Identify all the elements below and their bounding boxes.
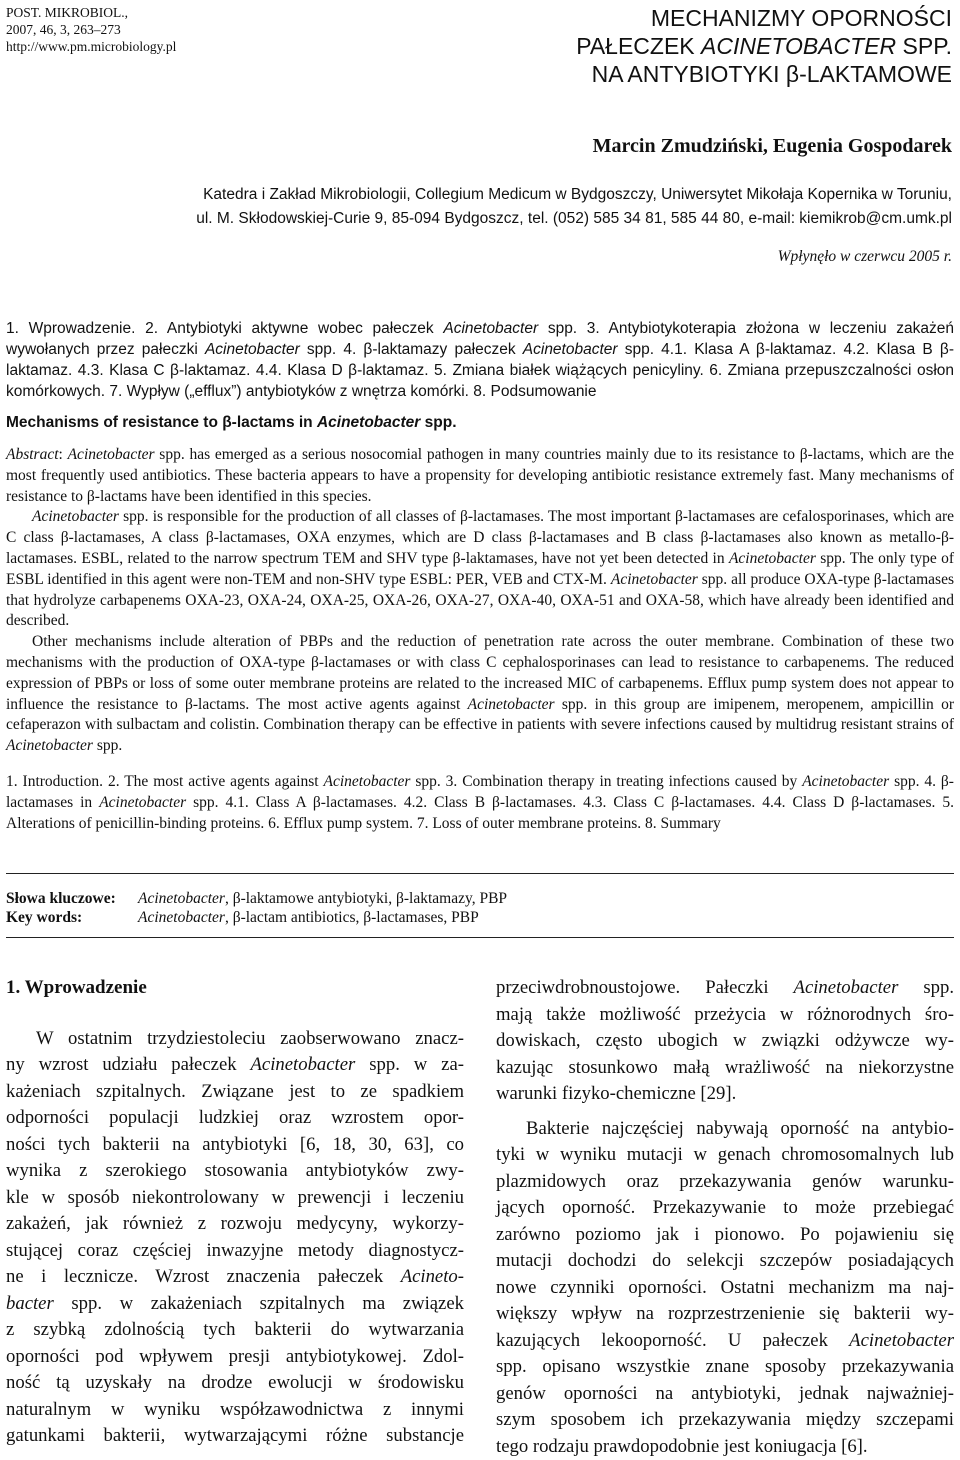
- text-span: spp. w za-: [355, 1054, 464, 1075]
- title-line-2: [576, 32, 952, 60]
- text-line: [496, 1028, 954, 1055]
- text-span: oporności pod wpływem presji antybiotykowej. Zdol-: [6, 1344, 464, 1371]
- abstract-text: spp.: [93, 737, 122, 754]
- genus-name: bacter: [6, 1293, 54, 1314]
- text-line: [6, 1423, 464, 1450]
- text-line: [496, 1142, 954, 1169]
- text-line: [6, 1185, 464, 1212]
- toc-text: spp. 4. β-lactamases in: [6, 773, 954, 811]
- text-line: [496, 1116, 954, 1143]
- text-span: [6, 1052, 464, 1079]
- title-line-1: MECHANIZMY OPORNOŚCI: [576, 4, 952, 32]
- abstract-genus: Acinetobacter: [468, 696, 555, 713]
- keywords-polish: [6, 889, 507, 908]
- paragraph-gap: [496, 1108, 954, 1116]
- english-title: [6, 414, 457, 432]
- keywords-text: , β-laktamowe antybiotyki, β-laktamazy, PBP: [225, 890, 507, 907]
- title-line-3: NA ANTYBIOTYKI β-LAKTAMOWE: [576, 60, 952, 88]
- toc-english: [6, 771, 954, 834]
- received-date: Wpłynęło w czerwcu 2005 r.: [778, 248, 952, 266]
- text-span: mutacji dochodzi do selekcji szczepów posiadających: [496, 1248, 954, 1275]
- text-line: [496, 1002, 954, 1029]
- genus-name: Acinetobacter: [794, 977, 899, 998]
- text-line: [496, 1328, 954, 1355]
- affiliation-line-1: Katedra i Zakład Mikrobiologii, Collegium Medicum w Bydgoszczy, Uniwersytet Mikołaja Kopernika w Toruniu,: [150, 183, 952, 207]
- text-line: [6, 1238, 464, 1265]
- toc-text: spp. 3. Antybiotykoterapia złożona w leczeniu zakażeń wywołanych przez pałeczki: [6, 320, 954, 358]
- toc-genus: Acinetobacter: [205, 341, 300, 358]
- text-span: [496, 1328, 954, 1355]
- text-line: [496, 1169, 954, 1196]
- journal-volume: 2007, 46, 3, 263–273: [6, 21, 176, 38]
- abstract-text: spp. is responsible for the production of all classes of β-lactamases. The most important β-lactamases are cefalosporinases, which are C class β-lactamases, A class β-lactamases, OXA enzymes, which are D class β-lactamases and B class β-lactamases also known as metallo-β-lactamases. ESBL, related to the narrow spectrum TEM and SHV type β-laktamases, have not yet been detected in: [6, 508, 954, 567]
- abstract-text: spp. The only type of ESBL identified in this agent were non-TEM and non-SHV type ESBL: PER, VEB and CTX-M.: [6, 550, 954, 588]
- text-span: mają także możliwość przeżycia w różnorodnych śro-: [496, 1002, 954, 1029]
- text-line: [6, 1370, 464, 1397]
- text-span: nowe czynniki oporności. Ostatni mechanizm ma naj-: [496, 1275, 954, 1302]
- divider: [6, 937, 954, 938]
- toc-text: spp. 4. β-laktamazy pałeczek: [300, 341, 523, 358]
- keywords-label: Key words:: [6, 908, 138, 927]
- title-text: PAŁECZEK: [576, 33, 701, 59]
- keywords-block: [6, 889, 507, 927]
- text-span: ne i lecznicze. Wzrost znaczenia pałeczek: [6, 1266, 401, 1287]
- text-span: odporności populacji ludzkiej oraz wzrostem opor-: [6, 1105, 464, 1132]
- text-span: zarówno poziomo jak i pionowo. Po pojawieniu się: [496, 1222, 954, 1249]
- affiliation: [150, 183, 952, 231]
- keywords-label: Słowa kluczowe:: [6, 889, 138, 908]
- toc-genus: Acinetobacter: [99, 794, 186, 811]
- text-span: [496, 975, 954, 1002]
- text-line: [496, 1275, 954, 1302]
- keywords-text: , β-lactam antibiotics, β-lactamases, PBP: [225, 909, 479, 926]
- text-line: [6, 1158, 464, 1185]
- text-line: [496, 1434, 954, 1460]
- abstract-text: Other mechanisms include alteration of PBPs and the reduction of penetration rate across the outer membrane. Combination of these two mechanisms with the production of OXA-type β-lactamases or with class C cephalosporinases can lead to resistance to carbapenems. The reduced expression of PBPs or loss of some outer membrane proteins are related to the increased MIC of carbapenems. Efflux pump system does not appear to influence the resistance to β-lactams. The most active agents against: [6, 633, 954, 712]
- toc-genus: Acinetobacter: [443, 320, 538, 337]
- text-span: Bakterie najczęściej nabywają oporność na antybio-: [526, 1116, 954, 1143]
- text-span: ny wzrost udziału pałeczek: [6, 1054, 251, 1075]
- text-line: [496, 1222, 954, 1249]
- text-line: [6, 1397, 464, 1424]
- abstract-text: :: [59, 446, 68, 463]
- heading-genus: Acinetobacter: [317, 414, 420, 431]
- genus-name: Acinetobacter: [251, 1054, 356, 1075]
- keyword-genus: Acinetobacter: [138, 890, 225, 907]
- toc-text: spp. 4.1. Klasa A β-laktamaz. 4.2. Klasa B β-laktamaz. 4.3. Klasa C β-laktamaz. 4.4. Klasa D β-laktamaz. 5. Zmiana białek wiążących penicyliny. 6. Zmiana przepuszczalności osłon komórkowych. 7. Wypływ („efflux”) antybiotyków z wnętrza komórki. 8. Podsumowanie: [6, 341, 954, 400]
- abstract-text: spp. has emerged as a serious nosocomial pathogen in many countries mainly due to its resistance to β-lactams, which are the most frequently used antibiotics. These bacteria appears to have a propensity for developing antibiotic resistance extremely fast. Many mechanisms of resistance to β-lactams have been identified in this species.: [6, 446, 954, 505]
- genus-name: Acineto-: [401, 1266, 464, 1287]
- toc-text: 1. Introduction. 2. The most active agents against: [6, 773, 324, 790]
- text-line: [6, 1264, 464, 1291]
- text-line: [6, 1317, 464, 1344]
- text-line: [496, 1354, 954, 1381]
- text-line: [496, 1301, 954, 1328]
- text-line: [6, 1132, 464, 1159]
- heading-text: spp.: [420, 414, 456, 431]
- text-line: [496, 1407, 954, 1434]
- journal-url[interactable]: http://www.pm.microbiology.pl: [6, 38, 176, 55]
- text-line: [496, 1248, 954, 1275]
- abstract-genus: Acinetobacter: [68, 446, 155, 463]
- abstract-genus: Acinetobacter: [611, 571, 698, 588]
- text-span: tego rodzaju prawdopodobnie jest koniugacja [6].: [496, 1434, 868, 1460]
- text-span: ność tą uzyskały na drodze ewolucji w środowisku: [6, 1370, 464, 1397]
- article-title: [576, 4, 952, 88]
- text-span: każeniach szpitalnych. Związane jest to ze spadkiem: [6, 1079, 464, 1106]
- text-span: spp. opisano wszystkie znane sposoby przekazywania: [496, 1354, 954, 1381]
- text-span: ności tych bakterii na antybiotyki [6, 18, 30, 63], co: [6, 1132, 464, 1159]
- toc-text: spp. 3. Combination therapy in treating infections caused by: [410, 773, 802, 790]
- divider: [6, 873, 954, 874]
- title-genus: ACINETOBACTER: [701, 33, 896, 59]
- text-line: [6, 1079, 464, 1106]
- authors: Marcin Zmudziński, Eugenia Gospodarek: [593, 135, 952, 158]
- keyword-genus: Acinetobacter: [138, 909, 225, 926]
- text-span: większy wpływ na rozprzestrzenienie się bakterii wy-: [496, 1301, 954, 1328]
- toc-genus: Acinetobacter: [324, 773, 411, 790]
- text-span: zakażeń, jak również z rozwoju medycyny, wykorzy-: [6, 1211, 464, 1238]
- text-line: [6, 1211, 464, 1238]
- text-span: kle w sposób niekontrolowany w prewencji i leczeniu: [6, 1185, 464, 1212]
- text-span: kazujących lekooporność. U pałeczek: [496, 1330, 849, 1351]
- text-span: z szybką zdolnością tych bakterii do wytwarzania: [6, 1317, 464, 1344]
- text-span: plazmidowych oraz przekazywania genów warunku-: [496, 1169, 954, 1196]
- text-span: dowiskach, często ubogich w związki odżywcze wy-: [496, 1028, 954, 1055]
- abstract-text: spp. in this group are imipenem, meropenem, ampicillin or cefaperazon with sulbactam and colistin. Combination therapy can be effective in patients with severe infections caused by multidrug resistant strains of: [6, 696, 954, 734]
- text-span: wynika z szerokiego stosowania antybiotyków zwy-: [6, 1158, 464, 1185]
- journal-name: POST. MIKROBIOL.,: [6, 4, 176, 21]
- abstract-text: spp. all produce OXA-type β-lactamases that hydrolyze carbapenems OXA-23, OXA-24, OXA-25, OXA-26, OXA-27, OXA-40, OXA-51 and OXA-58, which have already been identified and described.: [6, 571, 954, 630]
- text-line: [496, 1081, 954, 1108]
- text-span: gatunkami bakterii, wytwarzającymi różne substancje: [6, 1423, 464, 1450]
- text-line: [6, 1026, 464, 1053]
- text-span: tyki w wyniku mutacji w genach chromosomalnych lub: [496, 1142, 954, 1169]
- text-line: [6, 1052, 464, 1079]
- text-span: kazując stosunkowo małą wrażliwość na niekorzystne: [496, 1055, 954, 1082]
- journal-reference: [6, 4, 176, 55]
- text-line: [496, 1055, 954, 1082]
- abstract-genus: Acinetobacter: [729, 550, 816, 567]
- text-line: [496, 1195, 954, 1222]
- abstract-label: Abstract: [6, 446, 59, 463]
- text-span: szym sposobem ich przekazywania między szczepami: [496, 1407, 954, 1434]
- text-span: przeciwdrobnoustojowe. Pałeczki: [496, 977, 794, 998]
- text-span: W ostatnim trzydziestoleciu zaobserwowano znacz-: [36, 1026, 464, 1053]
- text-line: [6, 1291, 464, 1318]
- abstract-paragraph: [6, 507, 954, 632]
- text-line: [6, 1105, 464, 1132]
- heading-text: Mechanisms of resistance to β-lactams in: [6, 414, 317, 431]
- text-span: jących oporność. Przekazywanie to może przebiegać: [496, 1195, 954, 1222]
- toc-genus: Acinetobacter: [523, 341, 618, 358]
- affiliation-line-2: ul. M. Skłodowskiej-Curie 9, 85-094 Bydgoszcz, tel. (052) 585 34 81, 585 44 80, e-mail: kiemikrob@cm.umk.pl: [150, 207, 952, 231]
- body-column-right: [496, 975, 954, 1460]
- text-line: [496, 1381, 954, 1408]
- abstract-paragraph: [6, 632, 954, 757]
- text-span: [6, 1291, 464, 1318]
- toc-genus: Acinetobacter: [802, 773, 889, 790]
- keywords-english: [6, 908, 507, 927]
- abstract-paragraph: [6, 445, 954, 507]
- text-span: stującej coraz częściej inwazyjne metody diagnostycz-: [6, 1238, 464, 1265]
- toc-polish: [6, 318, 954, 402]
- text-span: warunki fizyko-chemiczne [29].: [496, 1081, 736, 1108]
- text-span: spp.: [898, 977, 954, 998]
- text-span: spp. w zakażeniach szpitalnych ma związek: [54, 1293, 464, 1314]
- abstract-genus: Acinetobacter: [32, 508, 119, 525]
- toc-text: spp. 4.1. Class A β-lactamases. 4.2. Class B β-lactamases. 4.3. Class C β-lactamases. 4.4. Class D β-lactamases. 5. Alterations of penicillin-binding proteins. 6. Efflux pump system. 7. Loss of outer membrane proteins. 8. Summary: [6, 794, 954, 832]
- abstract: [6, 445, 954, 757]
- toc-text: 1. Wprowadzenie. 2. Antybiotyki aktywne wobec pałeczek: [6, 320, 443, 337]
- text-span: [6, 1264, 464, 1291]
- genus-name: Acinetobacter: [849, 1330, 954, 1351]
- text-line: [6, 1344, 464, 1371]
- abstract-genus: Acinetobacter: [6, 737, 93, 754]
- text-span: genów oporności na antybiotyki, jednak najważniej-: [496, 1381, 954, 1408]
- section-heading: 1. Wprowadzenie: [6, 975, 464, 1002]
- text-span: naturalnym w wyniku współzawodnictwa z innymi: [6, 1397, 464, 1424]
- title-text: SPP.: [896, 33, 952, 59]
- body-column-left: [6, 975, 464, 1450]
- text-line: [496, 975, 954, 1002]
